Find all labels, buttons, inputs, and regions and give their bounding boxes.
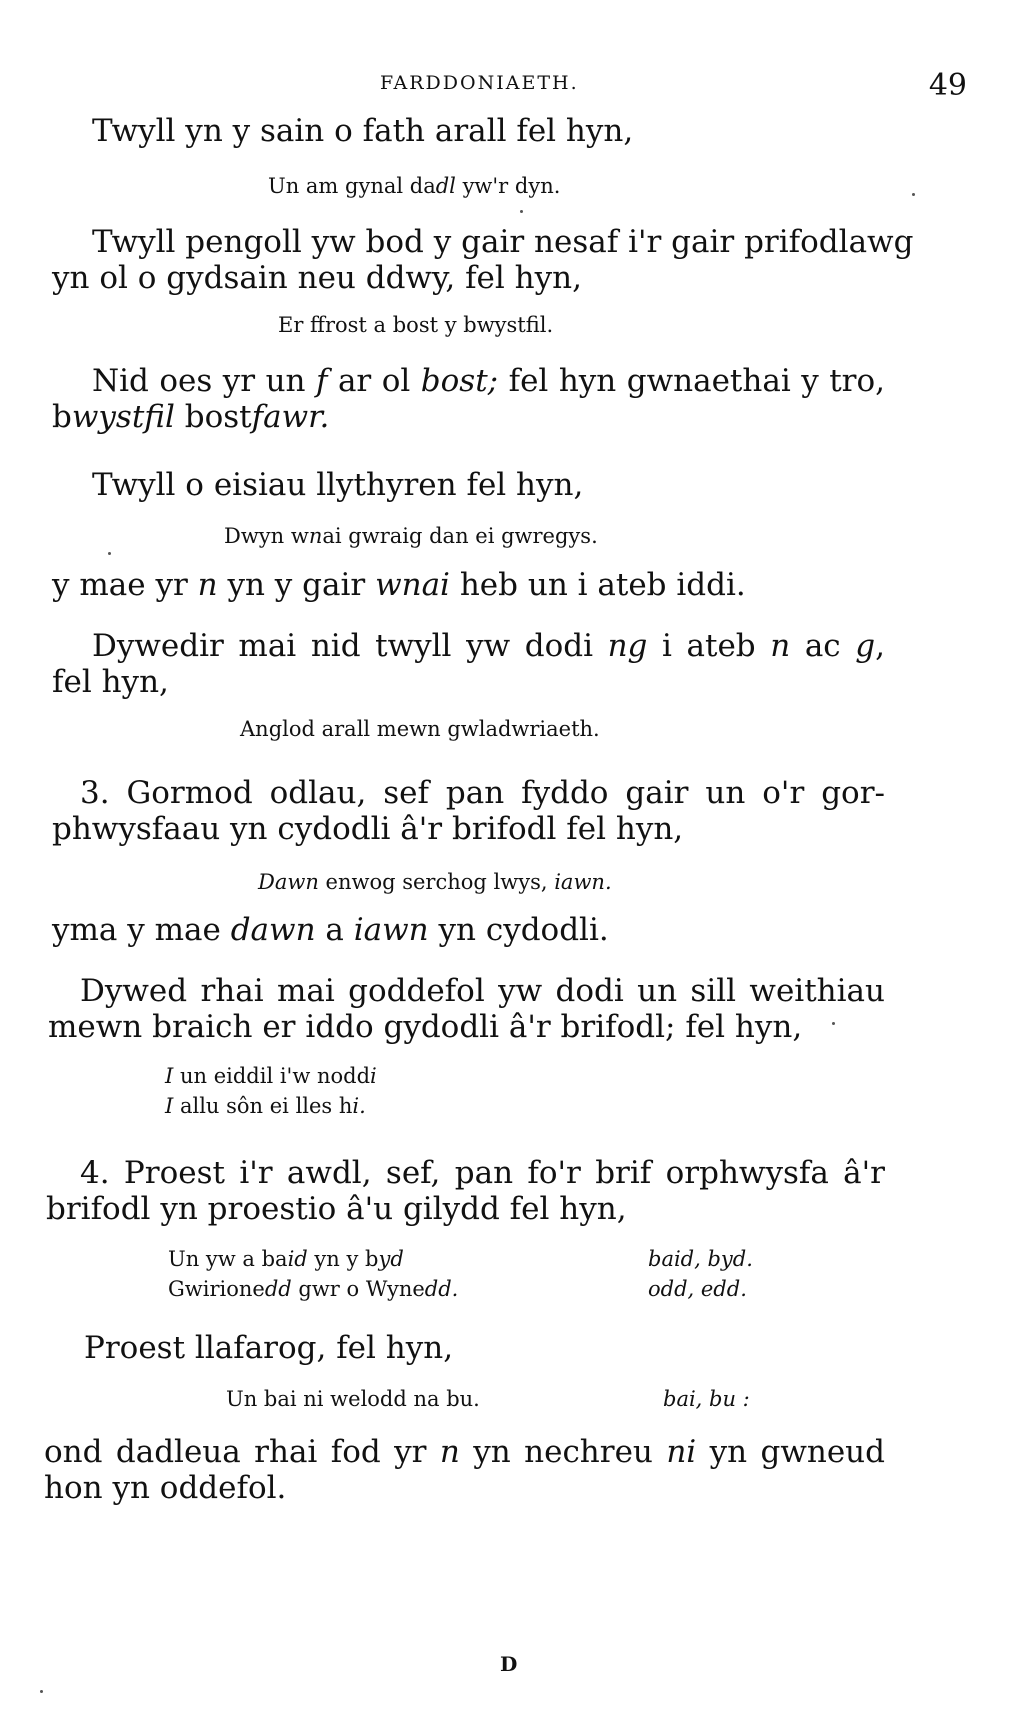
verse-quote: Dwyn wnai gwraig dan ei gwregys. — [224, 524, 598, 548]
verse-note: bai, bu : — [663, 1387, 750, 1411]
paper-speck — [520, 210, 523, 213]
verse-quote: Er ffrost a bost y bwystfil. — [278, 313, 554, 337]
page-number: 49 — [928, 68, 967, 103]
text-line: bwystfil bostfawr. — [52, 399, 330, 435]
text-line: fel hyn, — [52, 664, 169, 700]
text-line: yn ol o gydsain neu ddwy, fel hyn, — [52, 260, 582, 296]
text-line: Dywed rhai mai goddefol yw dodi un sill weithiau — [80, 973, 885, 1009]
text-line: ond dadleua rhai fod yr n yn nechreu ni yn gwneud — [44, 1434, 885, 1470]
verse-quote: Un yw a baid yn y byd — [168, 1247, 404, 1271]
text-line: Nid oes yr un f ar ol bost; fel hyn gwnaethai y tro, — [92, 363, 885, 399]
text-line: y mae yr n yn y gair wnai heb un i ateb iddi. — [52, 567, 746, 603]
running-head: FARDDONIAETH. — [380, 72, 579, 94]
text-line: Twyll o eisiau llythyren fel hyn, — [92, 467, 584, 503]
verse-quote: I allu sôn ei lles hi. — [165, 1094, 366, 1118]
text-line: Twyll pengoll yw bod y gair nesaf i'r gair prifodlawg — [92, 224, 914, 260]
verse-quote: I un eiddil i'w noddi — [165, 1064, 377, 1088]
paper-speck — [108, 552, 111, 555]
signature-mark: D — [500, 1652, 518, 1676]
verse-quote: Un am gynal dadl yw'r dyn. — [268, 174, 561, 198]
text-line: mewn braich er iddo gydodli â'r brifodl; fel hyn, — [48, 1009, 803, 1045]
verse-quote: Anglod arall mewn gwladwriaeth. — [240, 717, 600, 741]
text-line: Proest llafarog, fel hyn, — [84, 1330, 454, 1366]
verse-quote: Gwirionedd gwr o Wynedd. — [168, 1277, 459, 1301]
text-line: hon yn oddefol. — [44, 1470, 287, 1506]
text-line: Dywedir mai nid twyll yw dodi ng i ateb n ac g, — [92, 628, 885, 664]
paper-speck — [912, 193, 915, 196]
paper-speck — [40, 1690, 43, 1693]
paper-speck — [832, 1022, 835, 1025]
text-line: 3. Gormod odlau, sef pan fyddo gair un o'r gor- — [80, 775, 885, 811]
text-line: 4. Proest i'r awdl, sef, pan fo'r brif orphwysfa â'r — [80, 1155, 885, 1191]
page-header — [0, 68, 1035, 108]
text-line: yma y mae dawn a iawn yn cydodli. — [52, 912, 609, 948]
verse-note: odd, edd. — [648, 1277, 747, 1301]
verse-note: baid, byd. — [648, 1247, 753, 1271]
text-line: Twyll yn y sain o fath arall fel hyn, — [92, 113, 634, 149]
verse-quote: Dawn enwog serchog lwys, iawn. — [258, 870, 612, 894]
verse-quote: Un bai ni welodd na bu. — [226, 1387, 480, 1411]
text-line: brifodl yn proestio â'u gilydd fel hyn, — [46, 1191, 627, 1227]
text-line: phwysfaau yn cydodli â'r brifodl fel hyn, — [52, 811, 684, 847]
